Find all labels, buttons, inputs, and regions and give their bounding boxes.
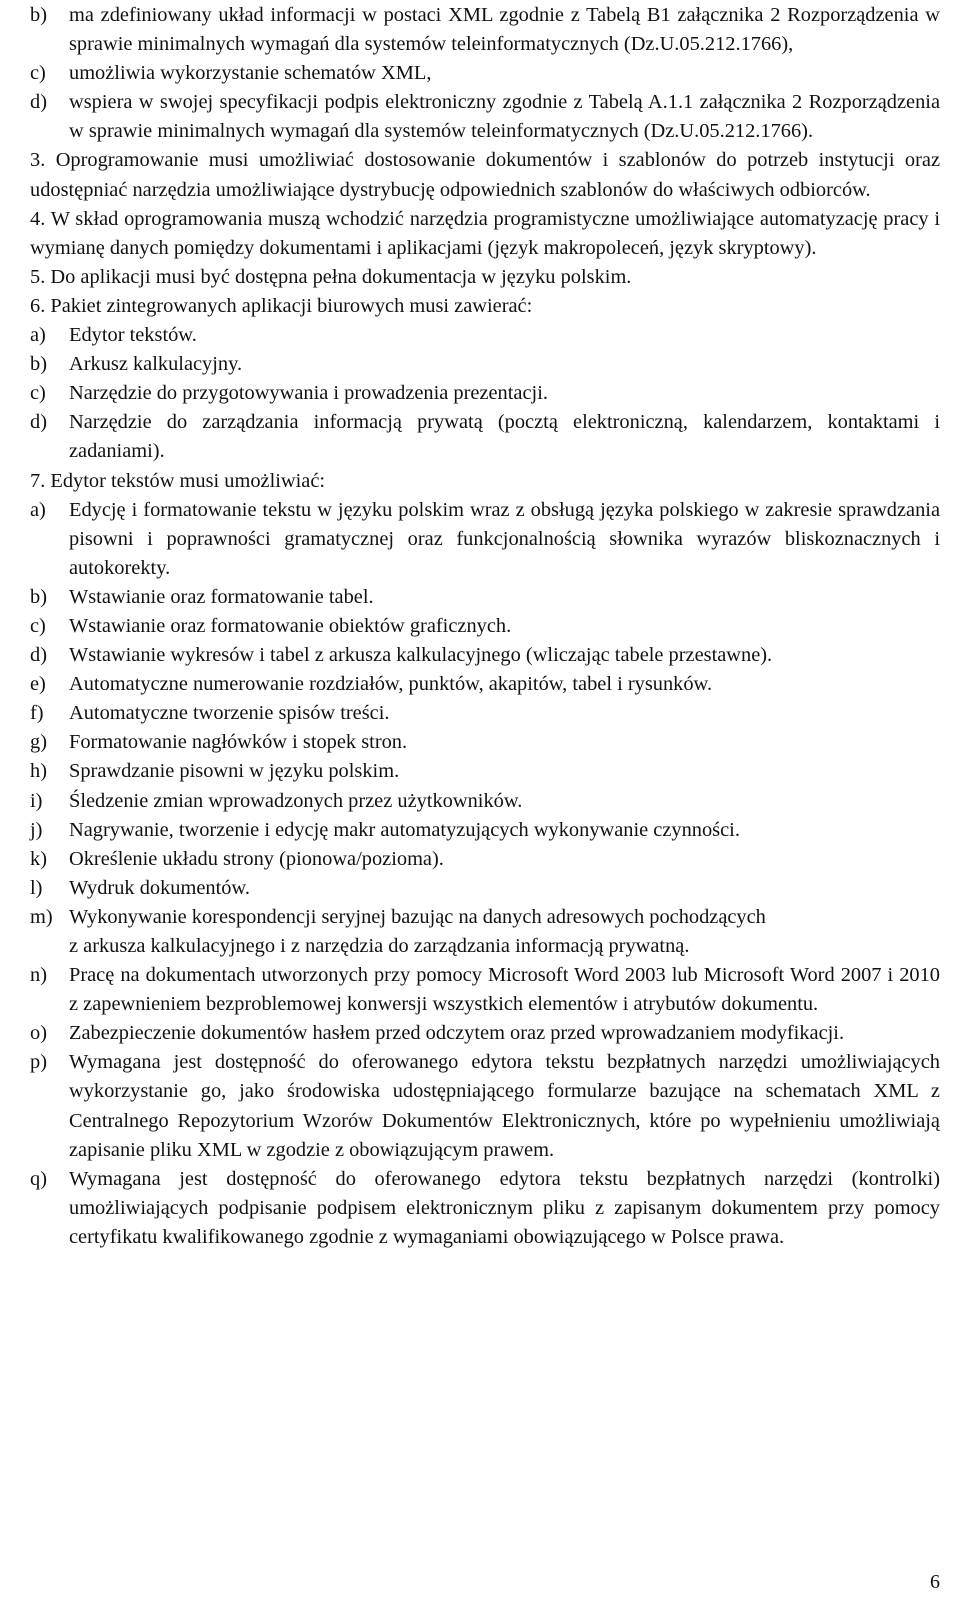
list-item (30, 379, 940, 408)
list-item-label: a) (30, 498, 46, 521)
list-item-label: l) (30, 876, 43, 899)
list-item-label: d) (30, 411, 47, 434)
list-item (30, 612, 940, 641)
list-item-text: Automatyczne numerowanie rozdziałów, punktów, akapitów, tabel i rysunków. (69, 673, 713, 696)
list-item-text: Sprawdzanie pisowni w języku polskim. (69, 760, 400, 783)
list-item-text: ma zdefiniowany układ informacji w postaci XML zgodnie z Tabelą B1 załącznika 2 Rozporządzenia w sprawie minimalnych wymagań dla systemów teleinformatycznych (Dz.U.05.212.1766), (69, 4, 940, 56)
list-item (30, 699, 940, 728)
list-item-label: c) (30, 614, 46, 637)
list-item-text: umożliwia wykorzystanie schematów XML, (69, 62, 432, 85)
list-item-text: Narzędzie do przygotowywania i prowadzenia prezentacji. (69, 382, 548, 405)
list-item-label: b) (30, 353, 47, 376)
list-item-text: Śledzenie zmian wprowadzonych przez użytkowników. (69, 789, 523, 812)
list-item (30, 1, 940, 59)
list-item-label: i) (30, 789, 43, 812)
list-item-text: Pracę na dokumentach utworzonych przy pomocy Microsoft Word 2003 lub Microsoft Word 2007 i 2010 z zapewnieniem bezproblemowej konwersji wszystkich elementów i atrybutów dokumentu. (69, 964, 940, 1016)
list-item-text: Wstawianie wykresów i tabel z arkusza kalkulacyjnego (wliczając tabele przestawne). (69, 644, 773, 667)
list-item (30, 496, 940, 583)
list-item-label: c) (30, 382, 46, 405)
document-page (30, 1, 940, 1252)
list-item-text: Narzędzie do zarządzania informacją prywatą (pocztą elektroniczną, kalendarzem, kontaktami i zadaniami). (69, 411, 940, 463)
numbered-item-text: Pakiet zintegrowanych aplikacji biurowych musi zawierać: (50, 294, 533, 317)
list-item-text: Wykonywanie korespondencji seryjnej bazując na danych adresowych pochodzących (69, 905, 766, 928)
list-item-label: e) (30, 673, 46, 696)
list-item-text-continued: z arkusza kalkulacyjnego i z narzędzia do zarządzania informacją prywatną. (69, 935, 690, 957)
list-item-label: d) (30, 91, 47, 114)
list-item-label: j) (30, 818, 43, 841)
list-item-text: Określenie układu strony (pionowa/pozioma). (69, 847, 444, 870)
list-item-label: q) (30, 1167, 47, 1190)
numbered-item-label: 3. (30, 149, 46, 172)
numbered-item (30, 467, 940, 496)
list-item (30, 321, 940, 350)
numbered-item-text: Do aplikacji musi być dostępna pełna dokumentacja w języku polskim. (50, 265, 632, 288)
list-item-label: h) (30, 760, 47, 783)
list-item (30, 583, 940, 612)
numbered-item (30, 146, 940, 204)
list-item-label: c) (30, 62, 46, 85)
list-item-label: k) (30, 847, 47, 870)
list-item-label: a) (30, 324, 46, 347)
list-item-text: Zabezpieczenie dokumentów hasłem przed odczytem oraz przed wprowadzaniem modyfikacji. (69, 1022, 845, 1045)
list-item-text: Formatowanie nagłówków i stopek stron. (69, 731, 408, 754)
list-item-text: wspiera w swojej specyfikacji podpis elektroniczny zgodnie z Tabelą A.1.1 załącznika 2 Rozporządzenia w sprawie minimalnych wymagań dla systemów teleinformatycznych (Dz.U.05.212.1766). (69, 91, 940, 143)
list-item (30, 728, 940, 757)
list-item-text: Wymagana jest dostępność do oferowanego edytora tekstu bezpłatnych narzędzi (kontrolki) umożliwiających podpisanie podpisem elektronicznym pliku z zapisanym dokumentem przy pomocy certyfikatu kwalifikowanego zgodnie z wymaganiami obowiązującego w Polsce prawa. (69, 1167, 940, 1248)
list-item (30, 874, 940, 903)
list-item-text: Edycję i formatowanie tekstu w języku polskim wraz z obsługą języka polskiego w zakresie sprawdzania pisowni i poprawności gramatycznej oraz funkcjonalnością słownika wyrazów bliskoznacznych i autokorekty. (69, 498, 940, 579)
numbered-item (30, 205, 940, 263)
numbered-item-text: Edytor tekstów musi umożliwiać: (50, 469, 326, 492)
list-item (30, 845, 940, 874)
numbered-item (30, 292, 940, 321)
list-item-text: Wydruk dokumentów. (69, 876, 250, 899)
list-item-text: Wymagana jest dostępność do oferowanego edytora tekstu bezpłatnych narzędzi umożliwiających wykorzystanie go, jako środowiska udostępniającego formularze bazujące na schematach XML z Centralnego Repozytorium Wzorów Dokumentów Elektronicznych, które po wypełnieniu umożliwiają zapisanie pliku XML w zgodzie z obowiązującym prawem. (69, 1051, 940, 1161)
numbered-item-label: 7. (30, 469, 46, 492)
list-item-label: b) (30, 585, 47, 608)
list-item (30, 408, 940, 466)
page-number: 6 (930, 1571, 940, 1593)
list-item (30, 1165, 940, 1252)
list-item (30, 59, 940, 88)
list-item (30, 961, 940, 1019)
list-item-text: Automatyczne tworzenie spisów treści. (69, 702, 390, 725)
list-item-label: d) (30, 644, 47, 667)
list-item (30, 1019, 940, 1048)
list-item-text: Wstawianie oraz formatowanie obiektów graficznych. (69, 614, 512, 637)
list-item (30, 670, 940, 699)
numbered-item (30, 263, 940, 292)
list-item-label: f) (30, 702, 44, 725)
list-item (30, 641, 940, 670)
list-item-label: m) (30, 905, 53, 928)
list-item-text: Edytor tekstów. (69, 324, 197, 347)
list-item (30, 816, 940, 845)
list-item (30, 903, 940, 961)
list-item (30, 787, 940, 816)
list-item-text: Nagrywanie, tworzenie i edycję makr automatyzujących wykonywanie czynności. (69, 818, 740, 841)
list-item (30, 757, 940, 786)
list-item-label: n) (30, 964, 47, 987)
list-item (30, 350, 940, 379)
list-item-label: p) (30, 1051, 47, 1074)
list-item-text: Arkusz kalkulacyjny. (69, 353, 243, 376)
list-item-label: g) (30, 731, 47, 754)
list-item-label: o) (30, 1022, 47, 1045)
list-item (30, 88, 940, 146)
numbered-item-text: W skład oprogramowania muszą wchodzić narzędzia programistyczne umożliwiające automatyzację pracy i wymianę danych pomiędzy dokumentami i aplikacjami (język makropoleceń, język skryptowy). (30, 207, 940, 259)
list-item-label: b) (30, 4, 47, 26)
list-item (30, 1048, 940, 1164)
numbered-item-text: Oprogramowanie musi umożliwiać dostosowanie dokumentów i szablonów do potrzeb instytucji oraz udostępniać narzędzia umożliwiające dystrybucję odpowiednich szablonów do właściwych odbiorców. (30, 149, 940, 201)
numbered-item-label: 5. (30, 265, 46, 288)
numbered-item-label: 4. (30, 207, 46, 230)
numbered-item-label: 6. (30, 294, 46, 317)
list-item-text: Wstawianie oraz formatowanie tabel. (69, 585, 374, 608)
